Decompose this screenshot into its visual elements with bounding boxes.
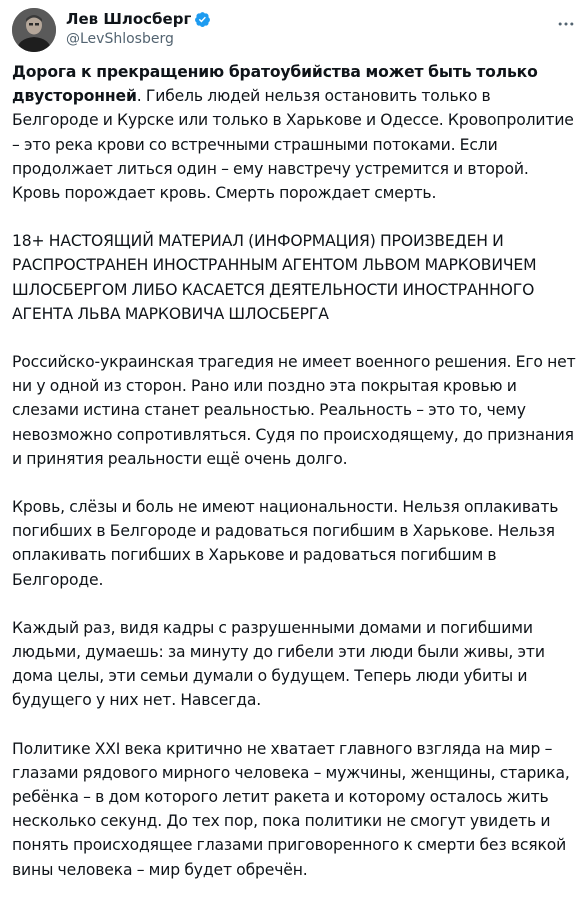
author-name[interactable]: Лев Шлосберг [66,10,192,28]
avatar-image [12,8,56,52]
tweet-paragraph-3: Российско-украинская трагедия не имеет военного решения. Его нет ни у одной из сторон. Рано или поздно эта покрытая кровью и слезами истина станет реальностью. Реальность – это то, чему невозможно сопротивляться. Судя по происходящему, до признания и принятия реальности ещё очень долго. [12,353,576,468]
tweet-paragraph-4: Кровь, слёзы и боль не имеют национальности. Нельзя оплакивать погибших в Белгороде и радоваться погибшим в Харькове. Нельзя оплакивать погибших в Харькове и радоваться погибшим в Белгороде. [12,498,559,589]
tweet-paragraph-1-text: . Гибель людей нельзя остановить только в Белгороде и Курске или только в Харькове и Одессе. Кровопролитие – это река крови со встречными страшными потоками. Если продолжает литься один – ему навстречу устремится и второй. Кровь порождает кровь. Смерть порождает смерть. [12,87,574,203]
author-info [66,9,211,47]
tweet-header [12,8,576,52]
author-handle[interactable]: @LevShlosberg [66,31,174,47]
tweet-paragraph-1 [12,60,580,205]
tweet-headline: Дорога к прекращению братоубийства может быть только двусторонней [12,63,538,106]
avatar[interactable] [12,8,56,52]
more-options-icon[interactable] [556,14,576,34]
tweet-paragraph-5: Каждый раз, видя кадры с разрушенными домами и погибшими людьми, думаешь: за минуту до гибели эти люди были живы, эти дома целы, эти семьи думали о будущем. Теперь люди убиты и будущего у них нет. Навсегда. [12,618,545,710]
tweet-text [12,60,580,906]
tweet-paragraph-2: 18+ НАСТОЯЩИЙ МАТЕРИАЛ (ИНФОРМАЦИЯ) ПРОИЗВЕДЕН И РАСПРОСТРАНЕН ИНОСТРАННЫМ АГЕНТОМ ЛЬВОМ МАРКОВИЧЕМ ШЛОСБЕРГОМ ЛИБО КАСАЕТСЯ ДЕЯТЕЛЬНОСТИ ИНОСТРАННОГО АГЕНТА ЛЬВА МАРКОВИЧА ШЛОСБЕРГА [12,232,537,323]
verified-badge-icon [194,11,211,28]
name-row [66,9,211,29]
tweet-paragraph-6: Политике XXI века критично не хватает главного взгляда на мир – глазами рядового мирного человека – мужчины, женщины, старика, ребёнка – в дом которого летит ракета и которому осталось жить несколько секунд. До тех пор, пока политики не смогут увидеть и понять происходящее глазами приговоренного к смерти без всякой вины человека – мир будет обречён. [12,739,570,879]
